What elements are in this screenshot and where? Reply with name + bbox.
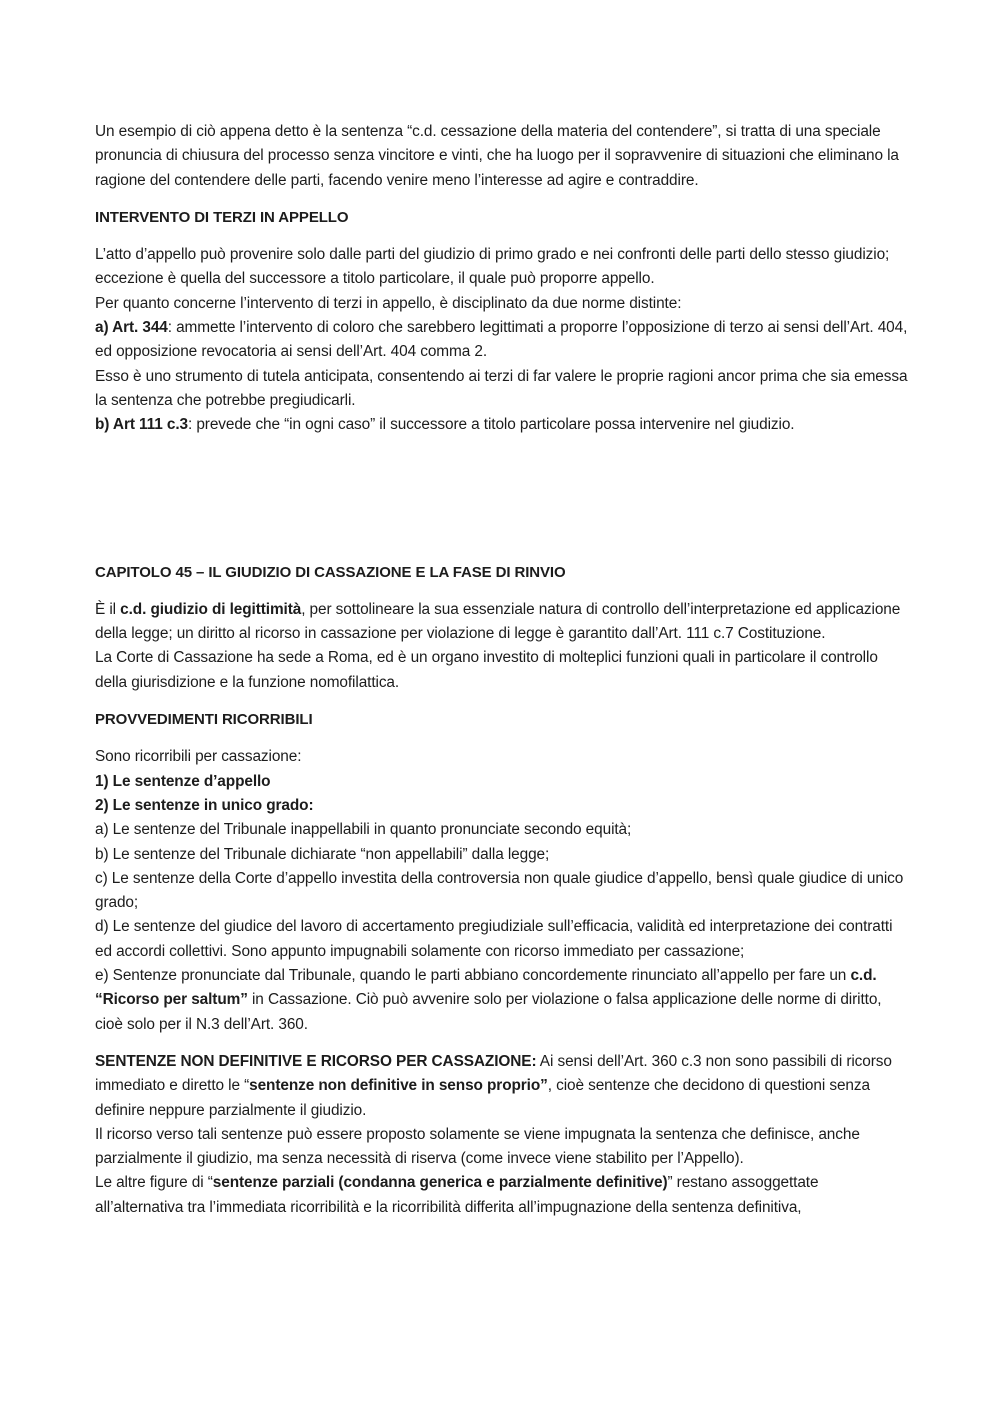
list-item-2 [95,794,910,818]
list-item-1 [95,770,910,794]
heading-intervento-terzi: INTERVENTO DI TERZI IN APPELLO [95,208,349,226]
paragraph-norme-distinte: Per quanto concerne l’intervento di terzi in appello, è disciplinato da due norme distinte: [95,294,682,312]
text-pre: e) Sentenze pronunciate dal Tribunale, quando le parti abbiano concordemente rinunciato all’appello per fare un [95,967,851,985]
inline-heading: SENTENZE NON DEFINITIVE E RICORSO PER CASSAZIONE: [95,1052,537,1070]
heading-capitolo-45: CAPITOLO 45 – IL GIUDIZIO DI CASSAZIONE E LA FASE DI RINVIO [95,563,566,581]
list-item-a: a) Le sentenze del Tribunale inappellabili in quanto pronunciate secondo equità; [95,821,632,839]
text-bold: sentenze non definitive in senso proprio” [249,1077,548,1095]
paragraph-sentenze-non-definitive [95,1050,910,1123]
list-item-d: d) Le sentenze del giudice del lavoro di accertamento pregiudiziale sull’efficacia, validità ed interpretazione dei contratti ed accordi collettivi. Sono appunto impugnabili solamente con ricorso immediato per cassazione; [95,918,893,960]
spacer [95,451,910,561]
item-art-344-label: a) Art. 344 [95,319,168,337]
heading-provvedimenti-ricorribili: PROVVEDIMENTI RICORRIBILI [95,711,313,729]
list-item-1-text: 1) Le sentenze d’appello [95,772,271,790]
text-pre: Ai sensi dell’Art. 360 c.3 non sono passibili di ricorso immediato e diretto le “ [95,1052,892,1095]
paragraph-intro: Sono ricorribili per cassazione: [95,748,302,766]
section-intervento-terzi [95,243,910,437]
paragraph-giudizio-legittimita [95,598,910,647]
item-art-344-text: : ammette l’intervento di coloro che sarebbero legittimati a proporre l’opposizione di terzo ai sensi dell’Art. 404, ed opposizione revocatoria ai sensi dell’Art. 404 comma 2. [95,319,908,361]
section-sentenze-non-definitive [95,1050,910,1220]
text-pre: È il [95,600,121,618]
item-art-111-text: : prevede che “in ogni caso” il successore a titolo particolare possa intervenire nel giudizio. [188,416,795,434]
paragraph-sentenze-parziali [95,1171,910,1220]
text-post: , cioè sentenze che decidono di questioni senza definire neppure parzialmente il giudizio. [95,1077,870,1119]
list-item-e [95,964,910,1037]
text-bold: c.d. giudizio di legittimità [120,600,302,618]
text-pre: Le altre figure di “ [95,1174,213,1192]
list-item-c: c) Le sentenze della Corte d’appello investita della controversia non quale giudice d’appello, bensì quale giudice di unico grado; [95,869,904,912]
text-post: ” restano assoggettate all’alternativa tra l’immediata ricorribilità e la ricorribilità differita all’impugnazione della sentenza definitiva, [95,1174,819,1216]
text-post: , per sottolineare la sua essenziale natura di controllo dell’interpretazione ed applicazione della legge; un diritto al ricorso in cassazione per violazione di legge è garantito dall’Art. 111 c.7 Costituzione. [95,600,901,643]
paragraph-cessazione: Un esempio di ciò appena detto è la sentenza “c.d. cessazione della materia del contendere”, si tratta di una speciale pronuncia di chiusura del processo senza vincitore e vinti, che ha luogo per il sopravvenire di situazioni che eliminano la ragione del contendere delle parti, facendo venire meno l’interesse ad agire e contraddire. [95,123,899,189]
list-item-b: b) Le sentenze del Tribunale dichiarate “non appellabili” dalla legge; [95,845,550,863]
item-art-111-label: b) Art 111 c.3 [95,416,188,434]
text-bold: c.d. “Ricorso per saltum” [95,967,877,1009]
paragraph-atto-appello: L’atto d’appello può provenire solo dalle parti del giudizio di primo grado e nei confronti delle parti dello stesso giudizio; eccezione è quella del successore a titolo particolare, il quale può proporre appello. [95,246,890,288]
text-bold: sentenze parziali (condanna generica e parzialmente definitive) [212,1174,668,1192]
paragraph-ricorso: Il ricorso verso tali sentenze può essere proposto solamente se viene impugnata la sentenza che definisce, anche parzialmente il giudizio, ma senza necessità di riserva (come invece viene stabilito per l’Appello). [95,1125,860,1168]
list-item-2-text: 2) Le sentenze in unico grado: [95,796,314,814]
document-page [95,120,910,1220]
item-art-344 [95,316,910,365]
section-capitolo-45 [95,598,910,695]
paragraph-corte-cassazione: La Corte di Cassazione ha sede a Roma, ed è un organo investito di molteplici funzioni quali in particolare il controllo della giurisdizione e la funzione nomofilattica. [95,649,878,691]
paragraph-tutela-anticipata: Esso è uno strumento di tutela anticipata, consentendo ai terzi di far valere le proprie ragioni ancor prima che sia emessa la sentenza che potrebbe pregiudicarli. [95,367,908,409]
text-post: in Cassazione. Ciò può avvenire solo per violazione o falsa applicazione delle norme di diritto, cioè solo per il N.3 dell’Art. 360. [95,991,882,1033]
section-provvedimenti [95,745,910,1037]
item-art-111 [95,413,910,437]
